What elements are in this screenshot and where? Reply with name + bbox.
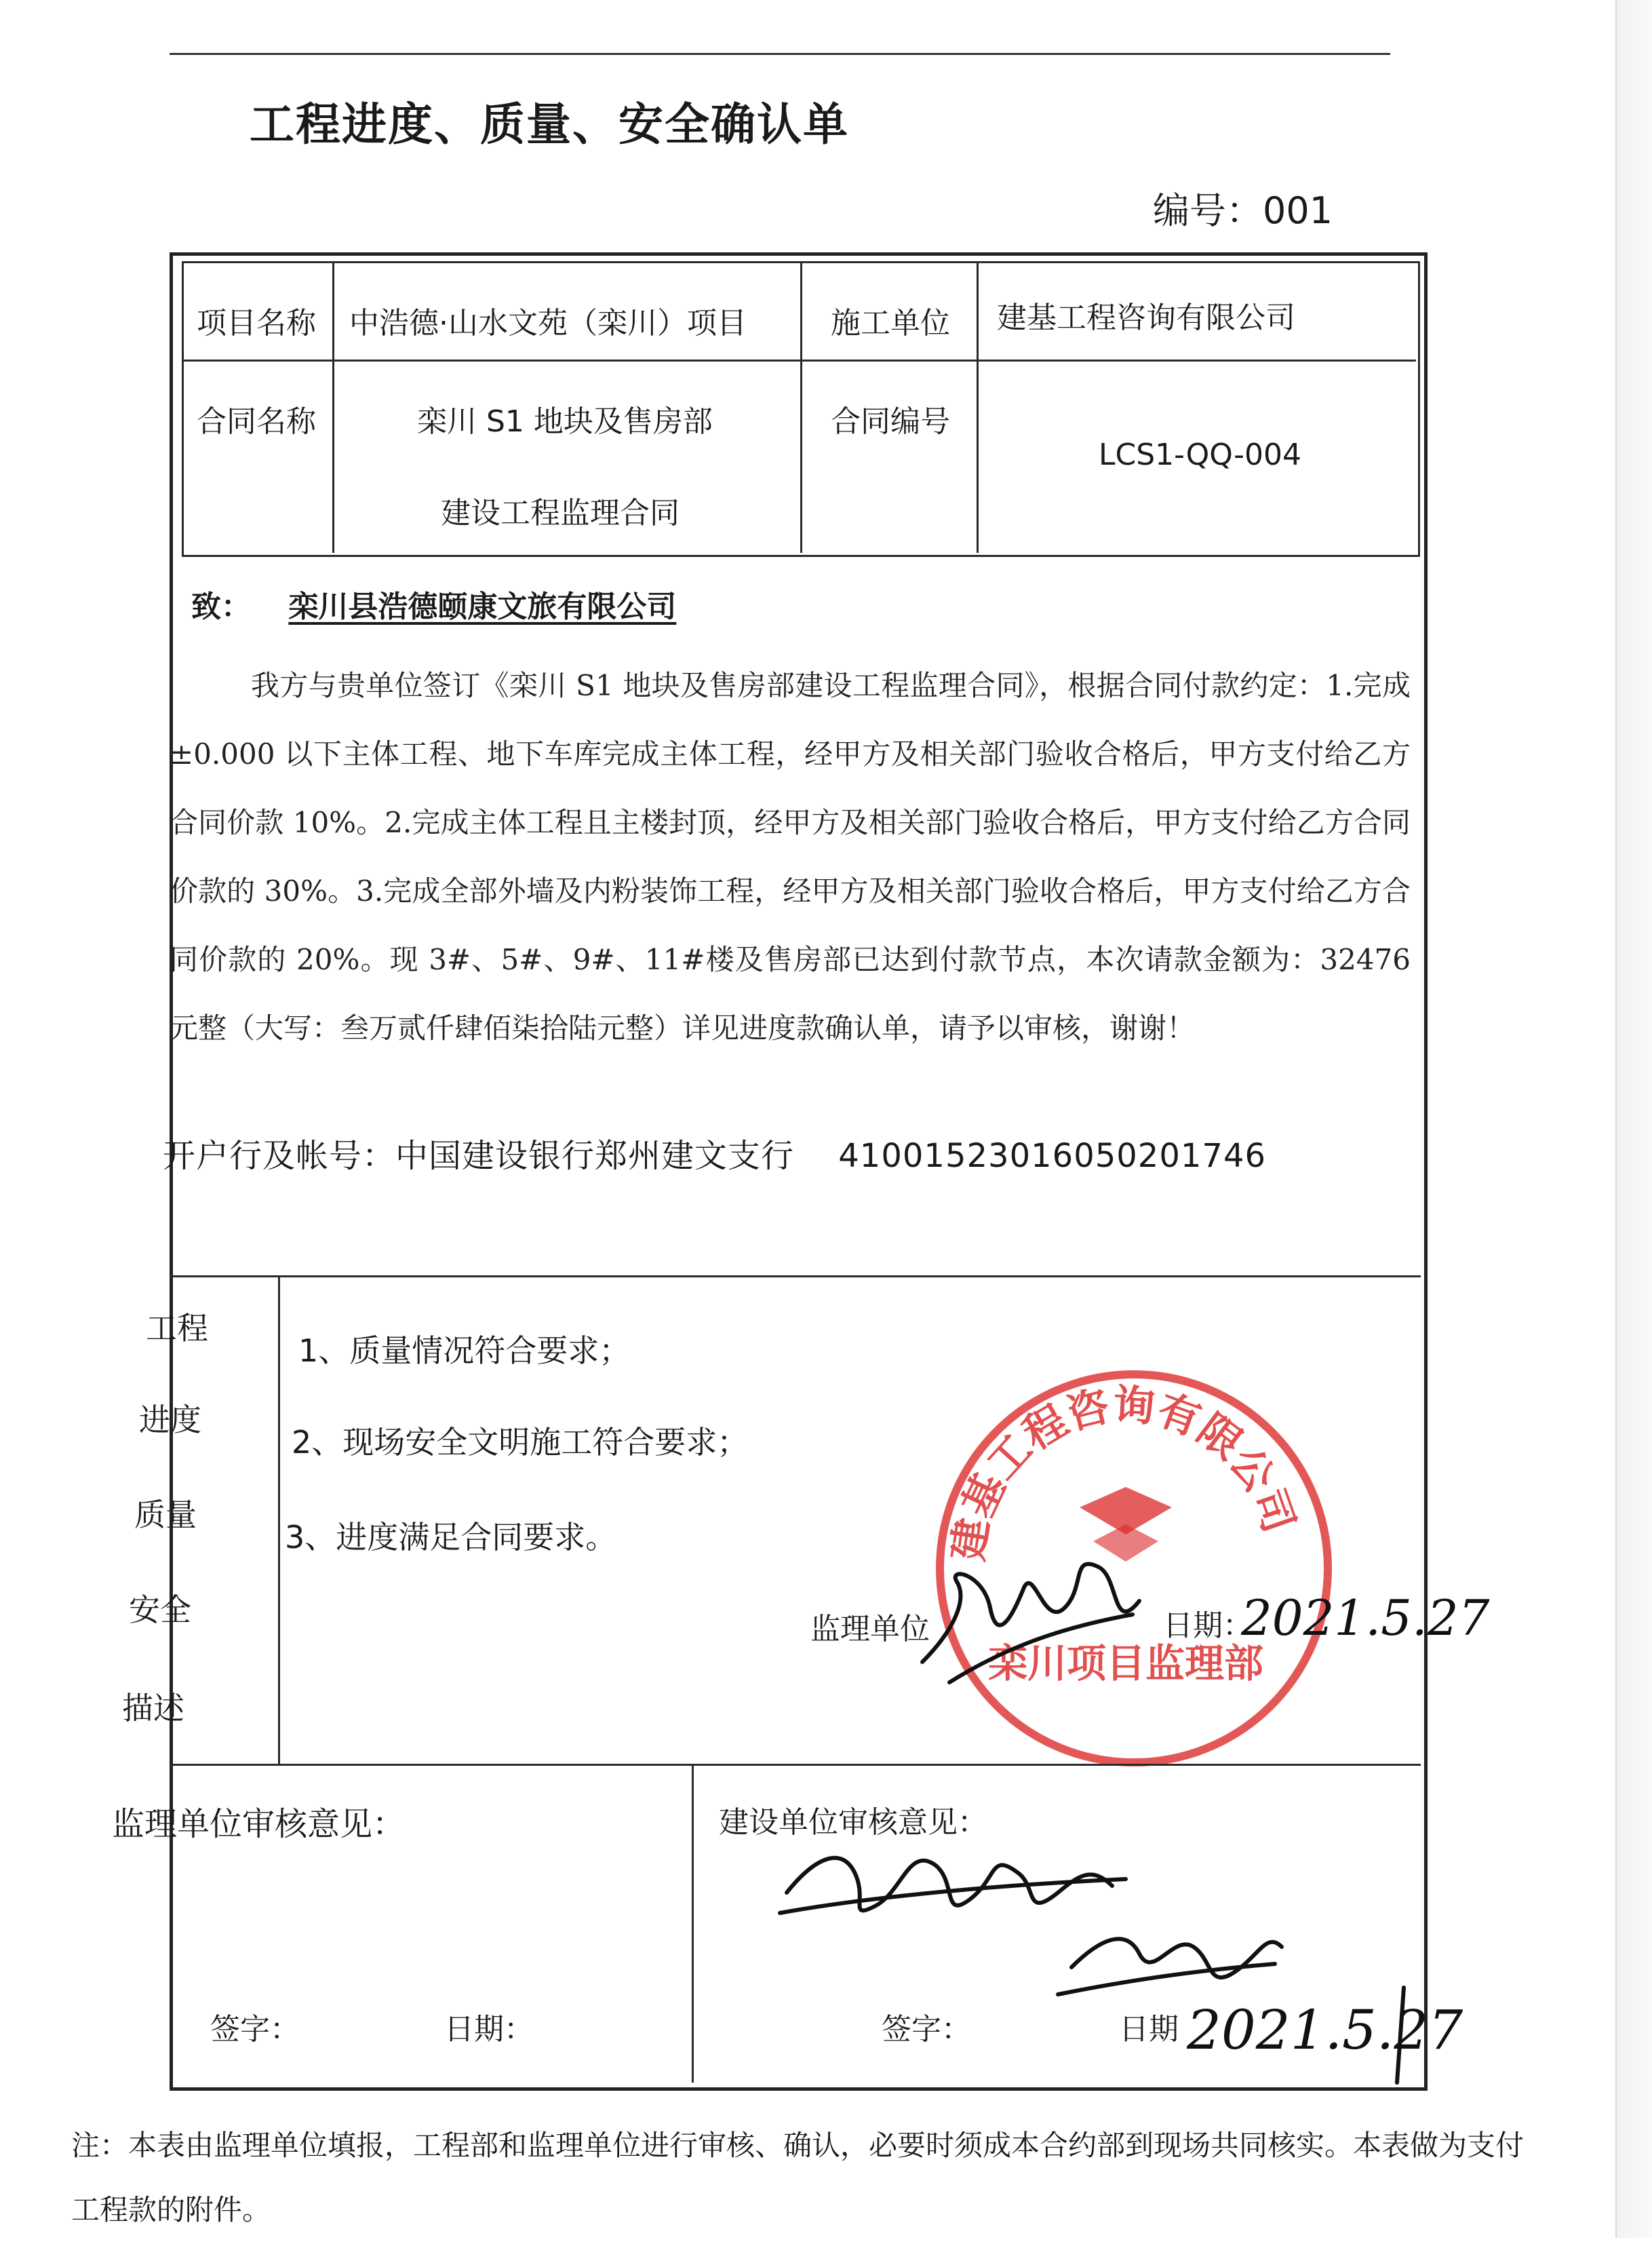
side-label-progress: 进度 bbox=[139, 1402, 201, 1438]
project-name-value: 中浩德·山水文苑（栾川）项目 bbox=[349, 306, 747, 341]
check-item-quality: 1、质量情况符合要求； bbox=[298, 1332, 631, 1369]
supervisor-signature bbox=[909, 1526, 1166, 1703]
adjacent-page-edge bbox=[1615, 0, 1652, 2238]
contract-name-line2: 建设工程监理合同 bbox=[441, 496, 680, 530]
info-table-col-divider-3 bbox=[977, 261, 979, 553]
review-col-divider bbox=[692, 1764, 694, 2083]
supervisor-sign-label: 签字： bbox=[210, 2012, 300, 2047]
footnote: 注：本表由监理单位填报，工程部和监理单位进行审核、确认，必要时须成本合约部到现场共同核实。本表做为支付工程款的附件。 bbox=[71, 2129, 1525, 2226]
seal-inner-text: 栾川项目监理部 bbox=[987, 1640, 1264, 1686]
header-rule bbox=[170, 53, 1390, 55]
check-item-safety: 2、现场安全文明施工符合要求； bbox=[292, 1424, 749, 1461]
contract-name-label: 合同名称 bbox=[197, 404, 316, 439]
section-divider-top bbox=[170, 1275, 1421, 1277]
side-label-divider bbox=[278, 1275, 280, 1764]
section-divider-review bbox=[170, 1764, 1421, 1766]
addressee-line bbox=[191, 582, 676, 625]
owner-handwritten-date bbox=[1180, 1981, 1463, 2083]
supervisor-unit-label: 监理单位 bbox=[810, 1612, 930, 1646]
info-table-col-divider-1 bbox=[332, 261, 334, 553]
side-label-description: 描述 bbox=[122, 1690, 184, 1726]
check-item-progress: 3、进度满足合同要求。 bbox=[285, 1519, 617, 1555]
owner-sign-label: 签字： bbox=[882, 2012, 971, 2047]
contractor-value: 建基工程咨询有限公司 bbox=[997, 301, 1295, 335]
supervisor-opinion-label: 监理单位审核意见： bbox=[112, 1805, 406, 1843]
supervisor-handwritten-date bbox=[1234, 1581, 1490, 1655]
project-name-label: 项目名称 bbox=[197, 306, 316, 341]
svg-text:2021.5.27: 2021.5.27 bbox=[1241, 1589, 1490, 1646]
document-title: 工程进度、质量、安全确认单 bbox=[250, 98, 849, 151]
addressee-label: 致： bbox=[191, 590, 251, 624]
document-number: 编号：001 bbox=[1153, 189, 1333, 232]
side-label-engineering: 工程 bbox=[146, 1310, 208, 1347]
contractor-label: 施工单位 bbox=[831, 306, 950, 341]
bank-account-line: 开户行及帐号：中国建设银行郑州建文支行 41001523016050201746 bbox=[163, 1137, 1267, 1175]
info-table-col-divider-2 bbox=[800, 261, 802, 553]
info-table-row-divider bbox=[182, 360, 1416, 362]
owner-review-date-label: 日期 bbox=[1119, 2012, 1179, 2047]
side-label-safety: 安全 bbox=[129, 1591, 191, 1628]
seal-outer-text: 建基工程咨询有限公司 bbox=[944, 1379, 1305, 1564]
supervisor-review-date-label: 日期： bbox=[444, 2012, 534, 2047]
svg-text:2021.5.27: 2021.5.27 bbox=[1187, 1998, 1463, 2062]
supervisor-date-label: 日期： bbox=[1163, 1608, 1253, 1643]
addressee-name: 栾川县浩德颐康文旅有限公司 bbox=[288, 590, 677, 624]
letter-body: 我方与贵单位签订《栾川 S1 地块及售房部建设工程监理合同》，根据合同付款约定：1.完成±0.000 以下主体工程、地下车库完成主体工程，经甲方及相关部门验收合格后，甲方支付给乙方合同价款 10%。2.完成主体工程且主楼封顶，经甲方及相关部门验收合格后，甲方支付给乙方合同价款的 30%。3.完成全部外墙及内粉装饰工程，经甲方及相关部门验收合格后，甲方支付给乙方合同价款的 20%。现 3#、5#、9#、11#楼及售房部已达到付款节点，本次请款金额为：32476 元整（大写：叁万贰仟肆佰柒拾陆元整）详见进度款确认单，请予以审核，谢谢！ bbox=[170, 669, 1411, 1045]
owner-opinion-label: 建设单位审核意见： bbox=[719, 1805, 987, 1840]
contract-name-line1: 栾川 S1 地块及售房部 bbox=[417, 404, 713, 439]
contract-no-label: 合同编号 bbox=[831, 404, 950, 439]
contract-no-value: LCS1-QQ-004 bbox=[1099, 438, 1301, 472]
side-label-quality: 质量 bbox=[134, 1496, 197, 1533]
